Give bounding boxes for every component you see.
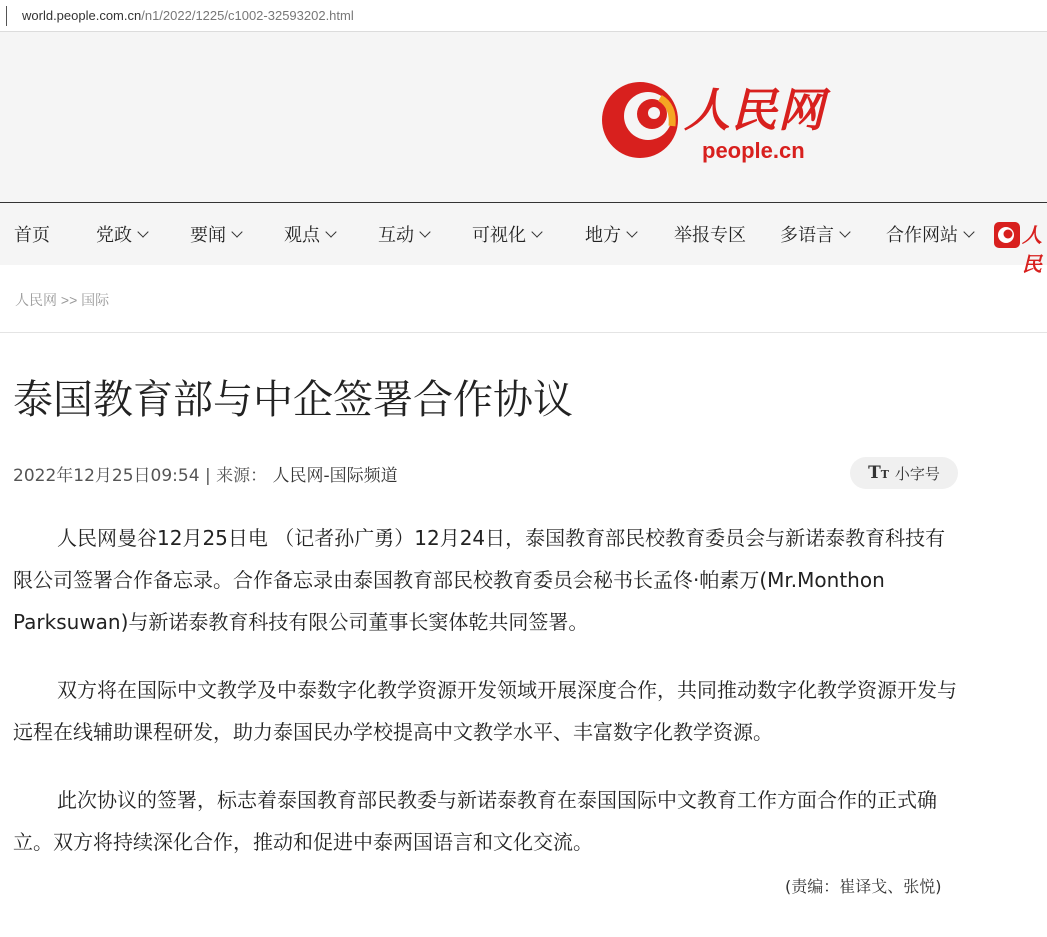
article-meta [13, 461, 398, 486]
editor-credit: (责编：崔译戈、张悦) [785, 877, 942, 896]
nav-interaction[interactable] [378, 203, 429, 265]
people-app-icon[interactable] [994, 222, 1020, 248]
nav-label: 合作网站 [886, 225, 958, 246]
breadcrumb-home[interactable]: 人民网 [15, 292, 57, 308]
font-size-icon: TT [868, 463, 889, 483]
breadcrumb-separator: >> [57, 292, 82, 308]
logo-english-text: people.cn [702, 138, 805, 163]
people-logo-emblem-icon [600, 78, 684, 162]
divider [0, 332, 1047, 333]
chevron-down-icon [839, 226, 850, 237]
chevron-down-icon [137, 226, 148, 237]
breadcrumb-section[interactable]: 国际 [81, 292, 110, 308]
article-paragraph: 人民网曼谷12月25日电 （记者孙广勇）12月24日，泰国教育部民校教育委员会与新诺泰教育科技有限公司签署合作备忘录。合作备忘录由泰国教育部民校教育委员会秘书长孟佟·帕素万(Mr.Monthon Parksuwan)与新诺泰教育科技有限公司董事长窦体乾共同签署。 [13, 526, 946, 634]
chevron-down-icon [419, 226, 430, 237]
nav-news[interactable] [190, 203, 241, 265]
url-path: /n1/2022/1225/c1002-32593202.html [141, 8, 354, 23]
publish-datetime: 2022年12月25日09:54 [13, 466, 200, 486]
nav-local[interactable] [585, 203, 636, 265]
nav-party-gov[interactable] [96, 203, 147, 265]
article-title: 泰国教育部与中企签署合作协议 [13, 377, 573, 423]
nav-visual[interactable] [472, 203, 541, 265]
site-header [0, 32, 1047, 203]
nav-logo-text: 人民 [1022, 223, 1042, 276]
nav-label: 观点 [284, 225, 320, 246]
nav-label: 首页 [14, 225, 50, 246]
people-logo[interactable] [600, 74, 840, 164]
nav-home[interactable] [14, 203, 50, 265]
people-emblem-icon [994, 222, 1020, 248]
font-size-toggle-label: 小字号 [894, 464, 940, 483]
source-label: | 来源： [204, 466, 268, 486]
nav-label: 党政 [96, 225, 132, 246]
nav-report[interactable] [674, 203, 746, 265]
nav-languages[interactable] [780, 203, 849, 265]
address-bar[interactable] [0, 0, 1047, 32]
nav-opinion[interactable] [284, 203, 335, 265]
nav-label: 互动 [378, 225, 414, 246]
text-cursor [6, 6, 7, 26]
article-paragraph: 双方将在国际中文教学及中泰数字化教学资源开发领域开展深度合作，共同推动数字化教学资源开发与远程在线辅助课程研发，助力泰国民办学校提高中文教学水平、丰富数字化教学资源。 [13, 678, 957, 744]
font-size-toggle-button[interactable] [850, 457, 958, 489]
chevron-down-icon [325, 226, 336, 237]
chevron-down-icon [963, 226, 974, 237]
breadcrumb [15, 290, 109, 310]
nav-label: 可视化 [472, 225, 526, 246]
nav-label: 举报专区 [674, 225, 746, 246]
chevron-down-icon [531, 226, 542, 237]
nav-label: 要闻 [190, 225, 226, 246]
nav-partner-sites[interactable] [886, 203, 973, 265]
nav-label: 地方 [585, 225, 621, 246]
article-paragraph: 此次协议的签署，标志着泰国教育部民教委与新诺泰教育在泰国国际中文教育工作方面合作的正式确立。双方将持续深化合作，推动和促进中泰两国语言和文化交流。 [13, 788, 937, 854]
article-source[interactable]: 人民网-国际频道 [272, 466, 398, 486]
nav-label: 多语言 [780, 225, 834, 246]
url-text[interactable] [22, 8, 354, 23]
main-nav [0, 203, 1047, 276]
article-body [13, 517, 960, 889]
logo-chinese-text: 人民网 [684, 83, 825, 137]
chevron-down-icon [626, 226, 637, 237]
url-host: world.people.com.cn [22, 8, 142, 23]
chevron-down-icon [231, 226, 242, 237]
